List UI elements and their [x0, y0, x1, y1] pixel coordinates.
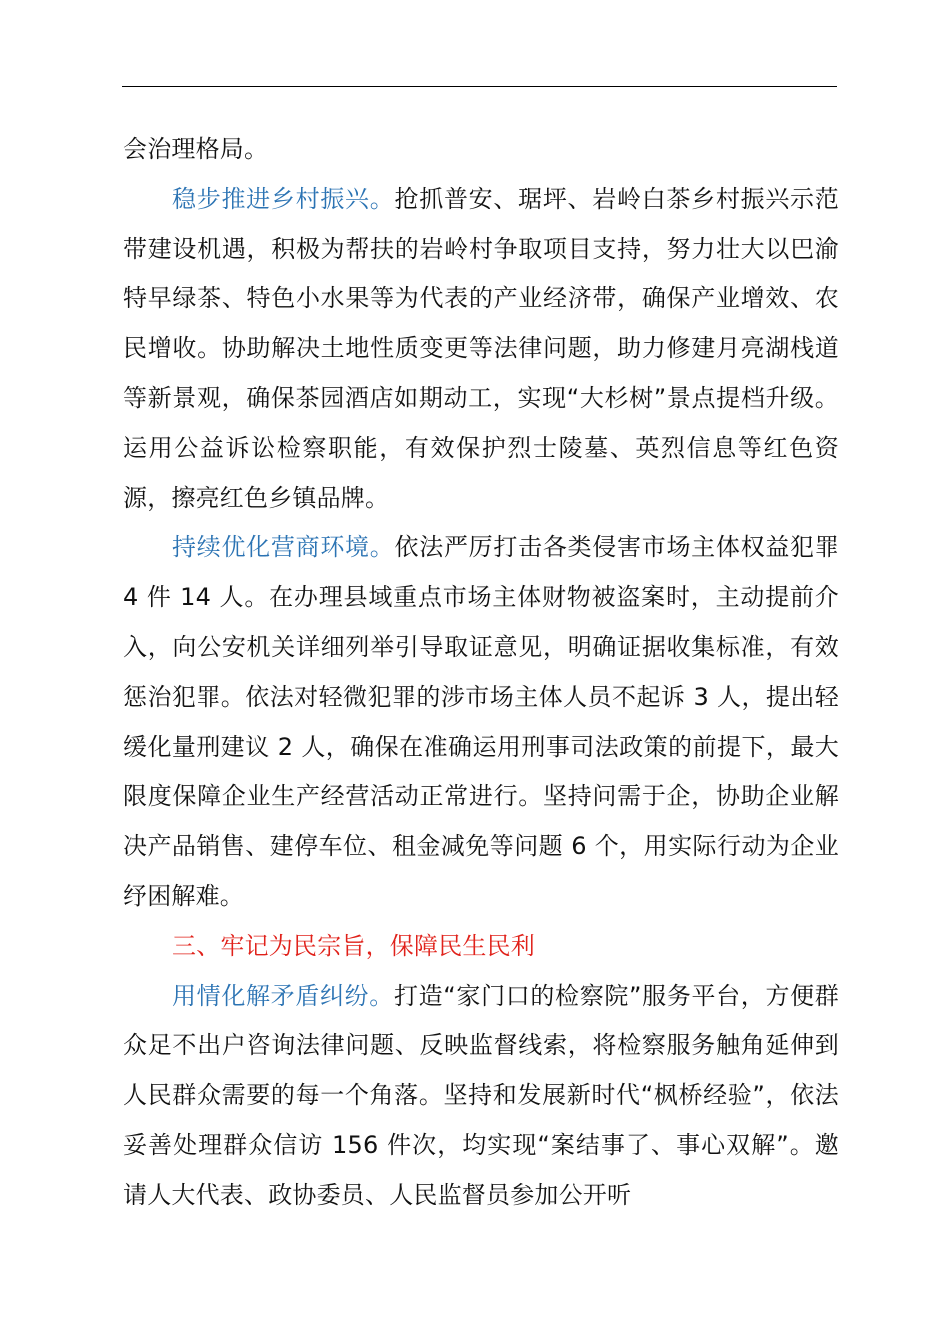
paragraph-business-environment — [123, 523, 839, 921]
header-rule — [122, 86, 837, 87]
paragraph-continuation — [123, 125, 839, 175]
paragraph-dispute-resolution — [123, 972, 839, 1221]
paragraph-lead: 持续优化营商环境。 — [172, 533, 395, 562]
paragraph-text: 依法严厉打击各类侵害市场主体权益犯罪 4 件 14 人。在办理县域重点市场主体财物被盗案时，主动提前介入，向公安机关详细列举引导取证意见，明确证据收集标准，有效惩治犯罪。依法对轻微犯罪的涉市场主体人员不起诉 3 人，提出轻缓化量刑建议 2 人，确保在准确运用刑事司法政策的前提下，最大限度保障企业生产经营活动正常进行。坚持问需于企，协助企业解决产品销售、建停车位、租金减免等问题 6 个，用实际行动为企业纾困解难。 — [123, 533, 839, 910]
paragraph-text: 打造“家门口的检察院”服务平台，方便群众足不出户咨询法律问题、反映监督线索，将检察服务触角延伸到人民群众需要的每一个角落。坚持和发展新时代“枫桥经验”，依法妥善处理群众信访 156 件次，均实现“案结事了、事心双解”。邀请人大代表、政协委员、人民监督员参加公开听 — [123, 981, 839, 1209]
paragraph-rural-revitalization — [123, 175, 839, 524]
paragraph-text: 会治理格局。 — [123, 135, 269, 163]
paragraph-lead: 稳步推进乡村振兴。 — [172, 184, 395, 213]
document-body — [123, 125, 839, 1221]
paragraph-lead: 用情化解矛盾纠纷。 — [172, 981, 394, 1010]
section-heading: 三、牢记为民宗旨，保障民生民利 — [172, 931, 535, 960]
paragraph-text: 抢抓普安、琚坪、岩岭白茶乡村振兴示范带建设机遇，积极为帮扶的岩岭村争取项目支持，努力壮大以巴渝特早绿茶、特色小水果等为代表的产业经济带，确保产业增效、农民增收。协助解决土地性质变更等法律问题，助力修建月亮湖栈道等新景观，确保茶园酒店如期动工，实现“大杉树”景点提档升级。运用公益诉讼检察职能，有效保护烈士陵墓、英烈信息等红色资源，擦亮红色乡镇品牌。 — [123, 184, 839, 512]
